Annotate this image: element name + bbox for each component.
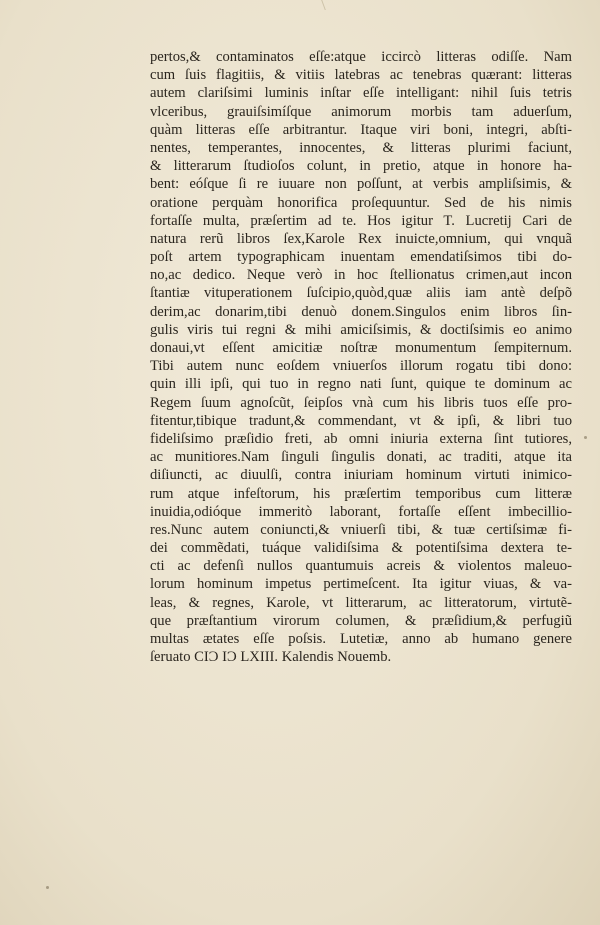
text-line: fitentur,tibique tradunt,& commendant, vt & ipſi, & libri tuo xyxy=(150,412,572,429)
text-line: bent: eóſque ſi re iuuare non poſſunt, at verbis ampliſsimis, & xyxy=(150,176,572,193)
text-line: autem clariſsimi luminis inſtar eſſe intelligant: nihil ſuis tetris xyxy=(150,85,572,102)
text-line: oratione perquàm honorifica proſequuntur. Sed de his nimis xyxy=(150,194,572,211)
text-line: quin illi ipſi, qui tuo in regno nati ſunt, quique te dominum ac xyxy=(150,376,572,393)
text-line: lorum hominum impetus pertimeſcent. Ita igitur viuas, & va- xyxy=(150,576,572,593)
text-line: inuidia,odióque immeritò laborant, fortaſſe eſſent imbecillio- xyxy=(150,503,572,520)
text-line: quàm litteras eſſe arbitrantur. Itaque viri boni, integri, abſti- xyxy=(150,121,572,138)
text-line: natura rerũ libros ſex,Karole Rex inuicte,omnium, qui vnquã xyxy=(150,230,572,247)
text-line: pertos,& contaminatos eſſe:atque iccircò litteras odiſſe. Nam xyxy=(150,49,572,65)
text-line: dei commẽdati, tuáque validiſsima & potentiſsima dextera te- xyxy=(150,540,572,557)
text-line: res.Nunc autem coniuncti,& vniuerſi tibi, & tuæ certiſsimæ fi- xyxy=(150,521,572,538)
text-line: fideliſsimo præſidio freti, ab omni iniuria externa ſint tutiores, xyxy=(150,430,572,447)
text-line: que præſtantium virorum columen, & præſidium,& perfugiũ xyxy=(150,612,572,629)
text-line: donaui,vt eſſent amicitiæ noſtræ monumentum ſempiternum. xyxy=(150,340,572,356)
text-line: cum ſuis flagitiis, & vitiis latebras ac tenebras quærant: litteras xyxy=(150,67,572,84)
text-line: ſeruato CIϽ IϽ LXIII. Kalendis Nouemb. xyxy=(150,649,392,666)
text-line: derim,ac donarim,tibi denuò donem.Singulos enim libros ſin- xyxy=(150,303,572,320)
text-line: Tibi autem nunc eoſdem vniuerſos illorum rogatu tibi dono: xyxy=(150,358,572,375)
paper-speck xyxy=(46,886,49,889)
text-line: & litterarum ſtudioſos colunt, in pretio, atque in honore ha- xyxy=(150,158,572,175)
text-line: gulis viris tui regni & mihi amiciſsimis, & doctiſsimis eo animo xyxy=(150,321,572,338)
text-line: fortaſſe multa, præſertim ad te. Hos igitur T. Lucretij Cari de xyxy=(150,212,572,229)
text-line: poſt artem typographicam inuentam emendatiſsimos tibi do- xyxy=(150,249,572,266)
text-line: nentes, temperantes, innocentes, & litteras plurimi faciunt, xyxy=(150,139,572,156)
text-line: ac munitiores.Nam ſinguli ſingulis donati, ac traditi, atque ita xyxy=(150,449,572,466)
text-line: Regem ſuum agnoſcũt, ſeipſos vnà cum his libris tuos eſſe pro- xyxy=(150,394,572,411)
text-line: rum atque infeſtorum, his præſertim temporibus cum litteræ xyxy=(150,485,572,502)
paper-speck xyxy=(584,436,587,439)
text-line: ſtantiæ vituperationem ſuſcipio,quòd,quæ aliis iam antè deſpõ xyxy=(150,285,572,302)
text-line: leas, & regnes, Karole, vt litterarum, ac litteratorum, virtutẽ- xyxy=(150,594,572,611)
text-block xyxy=(150,48,572,666)
fold-mark xyxy=(321,0,340,10)
text-line: cti ac defenſi nullos quantumuis acreis & violentos maleuo- xyxy=(150,558,572,575)
text-line: diſiuncti, ac diuulſi, contra iniuriam hominum virtuti inimico- xyxy=(150,467,572,484)
text-line: vlceribus, grauiſsimíſque animorum morbis tam aduerſum, xyxy=(150,103,572,120)
text-line: multas ætates eſſe poſsis. Lutetiæ, anno ab humano genere xyxy=(150,631,572,647)
text-line: no,ac dedico. Neque verò in hoc ſtellionatus crimen,aut incon xyxy=(150,267,572,284)
